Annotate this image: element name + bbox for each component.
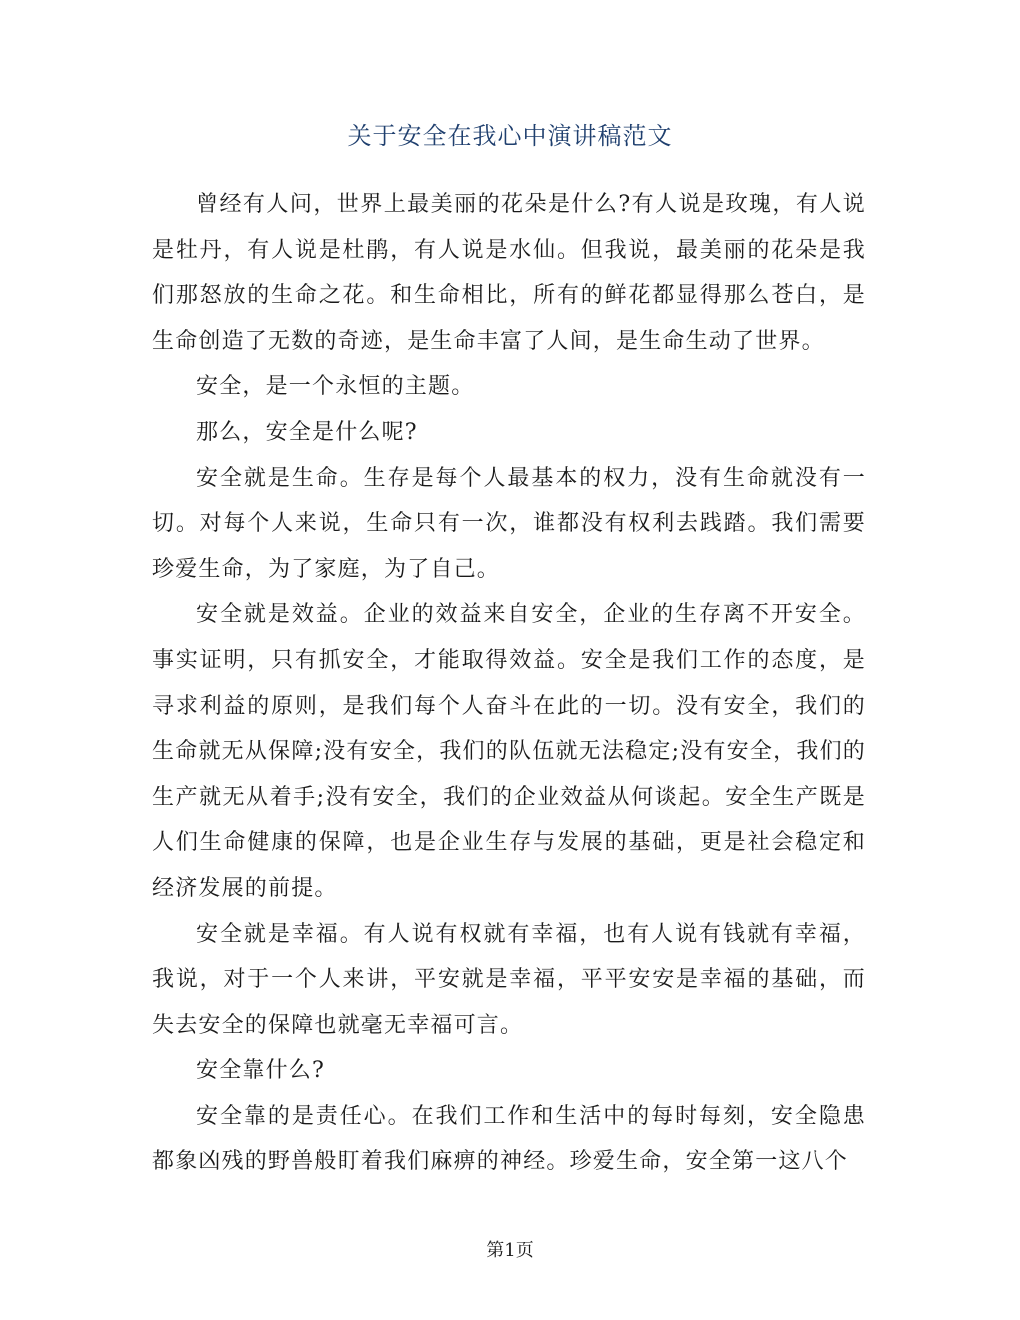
document-title: 关于安全在我心中演讲稿范文 bbox=[347, 122, 673, 150]
paragraph-8: 安全靠的是责任心。在我们工作和生活中的每时每刻，安全隐患都象凶残的野兽般盯着我们麻痹的神经。珍爱生命，安全第一这八个 bbox=[152, 1103, 866, 1175]
page-number: 第1页 bbox=[486, 1240, 534, 1261]
paragraph-7: 安全靠什么? bbox=[196, 1058, 325, 1084]
paragraph-3: 那么，安全是什么呢? bbox=[196, 419, 418, 445]
document-body bbox=[152, 182, 866, 1185]
paragraph-1: 曾经有人问，世界上最美丽的花朵是什么?有人说是玫瑰，有人说是牡丹，有人说是杜鹃，有人说是水仙。但我说，最美丽的花朵是我们那怒放的生命之花。和生命相比，所有的鲜花都显得那么苍白，是生命创造了无数的奇迹，是生命丰富了人间，是生命生动了世界。 bbox=[152, 192, 866, 354]
paragraph-4: 安全就是生命。生存是每个人最基本的权力，没有生命就没有一切。对每个人来说，生命只有一次，谁都没有权利去践踏。我们需要珍爱生命，为了家庭，为了自己。 bbox=[152, 465, 866, 582]
paragraph-2: 安全，是一个永恒的主题。 bbox=[196, 374, 475, 400]
paragraph-6: 安全就是幸福。有人说有权就有幸福，也有人说有钱就有幸福，我说，对于一个人来讲，平安就是幸福，平平安安是幸福的基础，而失去安全的保障也就毫无幸福可言。 bbox=[152, 921, 866, 1038]
paragraph-5: 安全就是效益。企业的效益来自安全，企业的生存离不开安全。事实证明，只有抓安全，才能取得效益。安全是我们工作的态度，是寻求利益的原则，是我们每个人奋斗在此的一切。没有安全，我们的生命就无从保障;没有安全，我们的队伍就无法稳定;没有安全，我们的生产就无从着手;没有安全，我们的企业效益从何谈起。安全生产既是人们生命健康的保障，也是企业生存与发展的基础，更是社会稳定和经济发展的前提。 bbox=[152, 602, 866, 901]
